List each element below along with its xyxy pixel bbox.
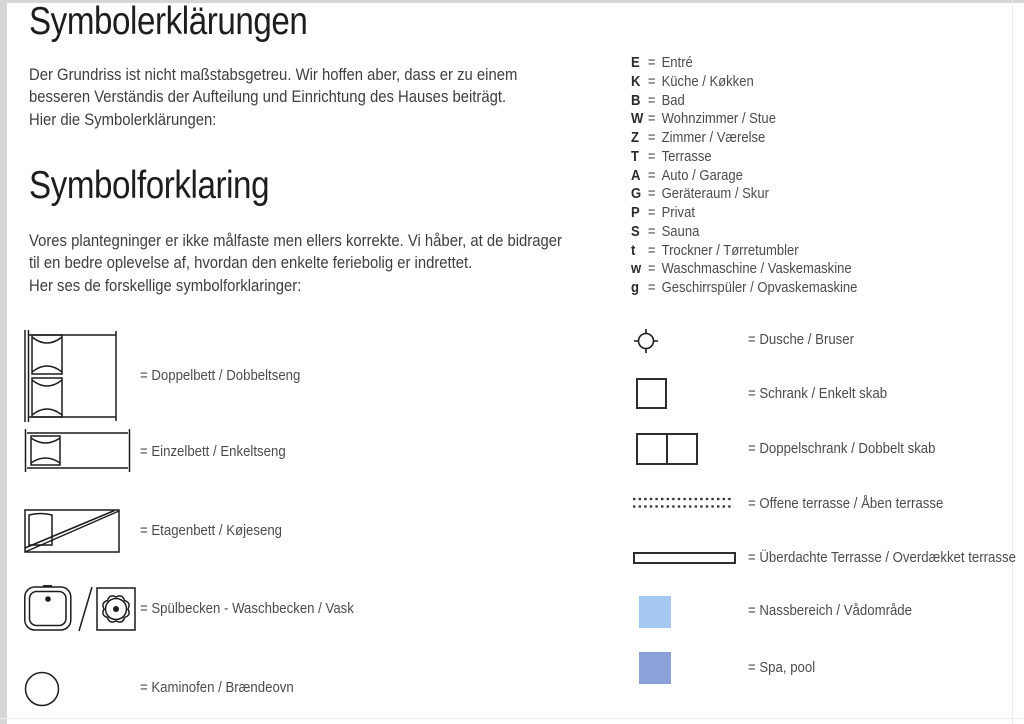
room-code-label: Terrasse: [661, 149, 712, 165]
equals-sign: =: [647, 261, 656, 277]
legend-label-shower: = Dusche / Bruser: [748, 331, 855, 348]
room-code-row: [631, 55, 693, 72]
room-code-letter: S: [631, 224, 640, 240]
room-code-label: Zimmer / Værelse: [661, 130, 766, 146]
legend-label-double-wardrobe: = Doppelschrank / Dobbelt skab: [748, 440, 936, 457]
page-edge-right: [1012, 0, 1013, 724]
page-edge-bottom: [0, 718, 1024, 719]
intro-de-line: Hier die Symbolerklärungen:: [29, 110, 217, 129]
legend-label-bunk-bed: = Etagenbett / Køjeseng: [140, 522, 283, 539]
legend-label-covered-terrace: = Überdachte Terrasse / Overdækket terrasse: [748, 549, 1016, 566]
spa-pool-icon: [639, 652, 671, 684]
equals-sign: =: [647, 74, 656, 90]
room-code-label: Geschirrspüler / Opvaskemaskine: [661, 280, 858, 296]
room-code-row: [631, 224, 699, 241]
page-edge-left: [0, 0, 7, 724]
legend-label-stove: = Kaminofen / Brændeovn: [140, 679, 294, 696]
shower-icon: [633, 328, 659, 354]
room-code-letter: Z: [631, 130, 639, 146]
legend-label-single-wardrobe: = Schrank / Enkelt skab: [748, 385, 888, 402]
equals-sign: =: [647, 149, 656, 165]
legend-label-spa-pool: = Spa, pool: [748, 659, 816, 676]
room-code-letter: w: [631, 261, 642, 277]
room-code-letter: t: [631, 243, 636, 259]
wood-stove-icon: [24, 671, 60, 707]
wardrobe-divider: [666, 435, 668, 463]
equals-sign: =: [647, 93, 656, 109]
double-bed-icon: [24, 330, 120, 422]
double-wardrobe-icon: [636, 433, 698, 465]
equals-sign: =: [647, 130, 656, 146]
single-bed-icon: [24, 429, 131, 472]
single-wardrobe-icon: [636, 378, 667, 409]
room-code-row: [631, 168, 743, 185]
equals-sign: =: [647, 186, 656, 202]
intro-da-line: Vores plantegninger er ikke målfaste men ellers korrekte. Vi håber, at de bidrager: [29, 232, 562, 250]
legend-label-wet-area: = Nassbereich / Vådområde: [748, 602, 912, 619]
room-code-letter: K: [631, 74, 641, 90]
equals-sign: =: [647, 280, 656, 296]
intro-paragraph-german: [29, 64, 517, 131]
equals-sign: =: [647, 111, 656, 127]
equals-sign: =: [647, 205, 656, 221]
room-code-letter: G: [631, 186, 642, 202]
room-code-letter: W: [631, 111, 644, 127]
page-title-danish: Symbolforklaring: [29, 164, 270, 207]
room-code-label: Trockner / Tørretumbler: [661, 243, 799, 259]
room-code-label: Küche / Køkken: [661, 74, 754, 90]
room-code-row: [631, 243, 799, 260]
room-code-label: Sauna: [661, 224, 700, 240]
room-code-label: Bad: [661, 93, 685, 109]
room-code-label: Waschmaschine / Vaskemaskine: [661, 261, 852, 277]
legend-label-open-terrace: = Offene terrasse / Åben terrasse: [748, 495, 944, 512]
room-code-row: [631, 149, 712, 166]
room-code-row: [631, 93, 685, 110]
legend-label-sink: = Spülbecken - Waschbecken / Vask: [140, 600, 354, 617]
intro-paragraph-danish: [29, 230, 562, 297]
room-code-letter: P: [631, 205, 640, 221]
room-code-label: Privat: [661, 205, 695, 221]
open-terrace-icon: [633, 497, 733, 509]
room-code-letter: A: [631, 168, 641, 184]
intro-da-line: Her ses de forskellige symbolforklaringer:: [29, 276, 302, 295]
room-code-letter: B: [631, 93, 641, 109]
room-code-row: [631, 130, 765, 147]
legend-label-single-bed: = Einzelbett / Enkeltseng: [140, 443, 286, 460]
room-code-label: Auto / Garage: [661, 168, 743, 184]
intro-de-line: besseren Verständis der Aufteilung und Einrichtung des Hauses beiträgt.: [29, 88, 507, 107]
equals-sign: =: [647, 55, 656, 71]
intro-de-line: Der Grundriss ist nicht maßstabsgetreu. Wir hoffen aber, dass er zu einem: [29, 66, 518, 84]
room-code-row: [631, 186, 769, 203]
equals-sign: =: [647, 224, 656, 240]
room-code-row: [631, 205, 695, 222]
room-code-row: [631, 261, 852, 278]
wet-area-icon: [639, 596, 671, 628]
room-code-label: Wohnzimmer / Stue: [661, 111, 776, 127]
bunk-bed-icon: [24, 508, 120, 554]
sink-washbasin-icon: [24, 585, 136, 633]
room-code-row: [631, 280, 857, 297]
room-code-letter: E: [631, 55, 640, 71]
room-code-label: Geräteraum / Skur: [661, 186, 769, 202]
equals-sign: =: [647, 243, 656, 259]
room-code-letter: T: [631, 149, 639, 165]
equals-sign: =: [647, 168, 656, 184]
page-title-german: Symbolerklärungen: [29, 0, 308, 43]
intro-da-line: til en bedre oplevelse af, hvordan den enkelte feriebolig er indrettet.: [29, 254, 473, 273]
room-code-label: Entré: [661, 55, 693, 71]
room-code-letter: g: [631, 280, 639, 296]
room-code-row: [631, 74, 754, 91]
covered-terrace-icon: [633, 552, 736, 564]
legend-label-double-bed: = Doppelbett / Dobbeltseng: [140, 367, 301, 384]
room-code-row: [631, 111, 776, 128]
